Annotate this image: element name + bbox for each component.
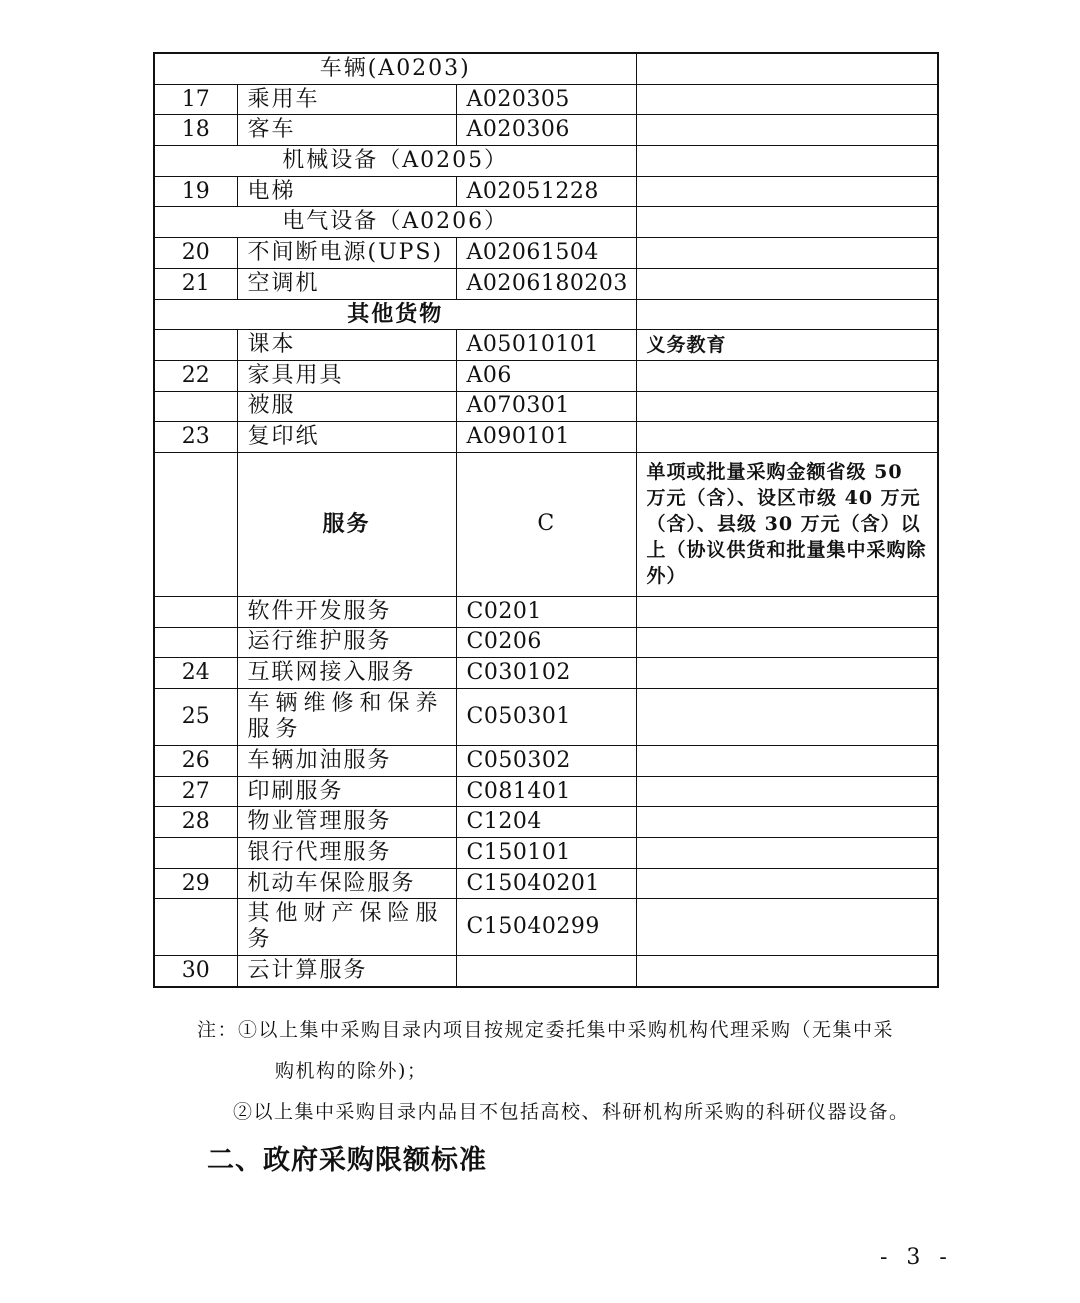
- item-name: 车辆维修和保养服务: [237, 689, 456, 746]
- item-code: C050301: [456, 689, 636, 746]
- item-name: 服务: [237, 452, 456, 596]
- note-cell: [636, 299, 938, 330]
- item-name: 银行代理服务: [237, 838, 456, 869]
- page-number: - 3 -: [880, 1245, 953, 1270]
- item-code: C1204: [456, 807, 636, 838]
- note-cell: [636, 868, 938, 899]
- catalog-table-body: [154, 53, 938, 987]
- item-name: 软件开发服务: [237, 596, 456, 627]
- note-line-3: ②以上集中采购目录内品目不包括高校、科研机构所采购的科研仪器设备。: [233, 1101, 910, 1123]
- note-cell: [636, 956, 938, 987]
- table-row: [154, 115, 938, 146]
- row-number: 20: [154, 238, 237, 269]
- item-code: A02051228: [456, 176, 636, 207]
- table-row: [154, 689, 938, 746]
- row-number: 22: [154, 360, 237, 391]
- item-name: 物业管理服务: [237, 807, 456, 838]
- table-row: [154, 868, 938, 899]
- note-cell: [636, 84, 938, 115]
- item-name: 互联网接入服务: [237, 658, 456, 689]
- row-number: [154, 838, 237, 869]
- table-row: [154, 956, 938, 987]
- item-code: C050302: [456, 746, 636, 777]
- item-name: 被服: [237, 391, 456, 422]
- item-code: C081401: [456, 776, 636, 807]
- row-number: 29: [154, 868, 237, 899]
- category-label: 车辆(A0203): [154, 53, 636, 84]
- row-number: 17: [154, 84, 237, 115]
- note-cell: [636, 776, 938, 807]
- row-number: [154, 391, 237, 422]
- note-cell: [636, 899, 938, 956]
- item-name: 家具用具: [237, 360, 456, 391]
- note-cell: [636, 53, 938, 84]
- table-row: [154, 746, 938, 777]
- item-code: A070301: [456, 391, 636, 422]
- category-label: 电气设备（A0206）: [154, 207, 636, 238]
- procurement-catalog-table: [153, 52, 939, 988]
- note-line-1: 注：①以上集中采购目录内项目按规定委托集中采购机构代理采购（无集中采: [197, 1019, 895, 1041]
- item-code: C: [456, 452, 636, 596]
- row-number: 25: [154, 689, 237, 746]
- section-heading: 二、政府采购限额标准: [207, 1145, 487, 1176]
- table-row: [154, 84, 938, 115]
- category-row: [154, 207, 938, 238]
- row-number: [154, 596, 237, 627]
- note-cell: [636, 146, 938, 177]
- table-row: [154, 452, 938, 596]
- item-code: A090101: [456, 422, 636, 453]
- note-cell: 义务教育: [636, 330, 938, 361]
- table-row: [154, 658, 938, 689]
- item-name: 空调机: [237, 268, 456, 299]
- row-number: 21: [154, 268, 237, 299]
- note-cell: [636, 360, 938, 391]
- item-code: C0201: [456, 596, 636, 627]
- row-number: 23: [154, 422, 237, 453]
- row-number: 30: [154, 956, 237, 987]
- category-label: 其他货物: [154, 299, 636, 330]
- item-name: 印刷服务: [237, 776, 456, 807]
- note-cell: [636, 689, 938, 746]
- item-name: 运行维护服务: [237, 627, 456, 658]
- table-row: [154, 391, 938, 422]
- item-name: 其他财产保险服务: [237, 899, 456, 956]
- table-row: [154, 838, 938, 869]
- note-cell: [636, 176, 938, 207]
- item-code: A020306: [456, 115, 636, 146]
- note-cell: [636, 627, 938, 658]
- item-code: A06: [456, 360, 636, 391]
- table-row: [154, 176, 938, 207]
- item-name: 云计算服务: [237, 956, 456, 987]
- table-row: [154, 899, 938, 956]
- item-code: [456, 956, 636, 987]
- row-number: 18: [154, 115, 237, 146]
- table-row: [154, 627, 938, 658]
- item-code: A020305: [456, 84, 636, 115]
- note-cell: [636, 238, 938, 269]
- note-line-2: 购机构的除外)；: [275, 1060, 428, 1082]
- item-name: 客车: [237, 115, 456, 146]
- row-number: 19: [154, 176, 237, 207]
- row-number: 27: [154, 776, 237, 807]
- row-number: [154, 899, 237, 956]
- table-row: [154, 268, 938, 299]
- notes-block: [197, 1010, 957, 1133]
- category-row: [154, 146, 938, 177]
- row-number: 26: [154, 746, 237, 777]
- note-cell: [636, 658, 938, 689]
- item-code: A05010101: [456, 330, 636, 361]
- note-cell: [636, 807, 938, 838]
- item-name: 课本: [237, 330, 456, 361]
- table-row: [154, 238, 938, 269]
- item-name: 乘用车: [237, 84, 456, 115]
- item-code: C150101: [456, 838, 636, 869]
- table-row: [154, 776, 938, 807]
- table-row: [154, 807, 938, 838]
- item-name: 复印纸: [237, 422, 456, 453]
- note-cell: [636, 422, 938, 453]
- item-name: 机动车保险服务: [237, 868, 456, 899]
- note-cell: [636, 596, 938, 627]
- row-number: [154, 452, 237, 596]
- item-code: C0206: [456, 627, 636, 658]
- note-cell: [636, 746, 938, 777]
- table-row: [154, 596, 938, 627]
- item-name: 车辆加油服务: [237, 746, 456, 777]
- note-cell: [636, 838, 938, 869]
- item-code: C030102: [456, 658, 636, 689]
- row-number: [154, 330, 237, 361]
- item-code: C15040299: [456, 899, 636, 956]
- item-code: C15040201: [456, 868, 636, 899]
- note-cell: [636, 207, 938, 238]
- row-number: 28: [154, 807, 237, 838]
- note-cell: [636, 115, 938, 146]
- note-cell: [636, 391, 938, 422]
- note-cell: 单项或批量采购金额省级 50 万元（含）、设区市级 40 万元（含）、县级 30 万元（含）以上（协议供货和批量集中采购除外）: [636, 452, 938, 596]
- item-name: 不间断电源(UPS): [237, 238, 456, 269]
- table-row: [154, 422, 938, 453]
- row-number: [154, 627, 237, 658]
- category-row: [154, 53, 938, 84]
- category-label: 机械设备（A0205）: [154, 146, 636, 177]
- item-code: A0206180203: [456, 268, 636, 299]
- item-name: 电梯: [237, 176, 456, 207]
- table-row: [154, 360, 938, 391]
- row-number: 24: [154, 658, 237, 689]
- item-code: A02061504: [456, 238, 636, 269]
- note-cell: [636, 268, 938, 299]
- table-row: [154, 330, 938, 361]
- category-row: [154, 299, 938, 330]
